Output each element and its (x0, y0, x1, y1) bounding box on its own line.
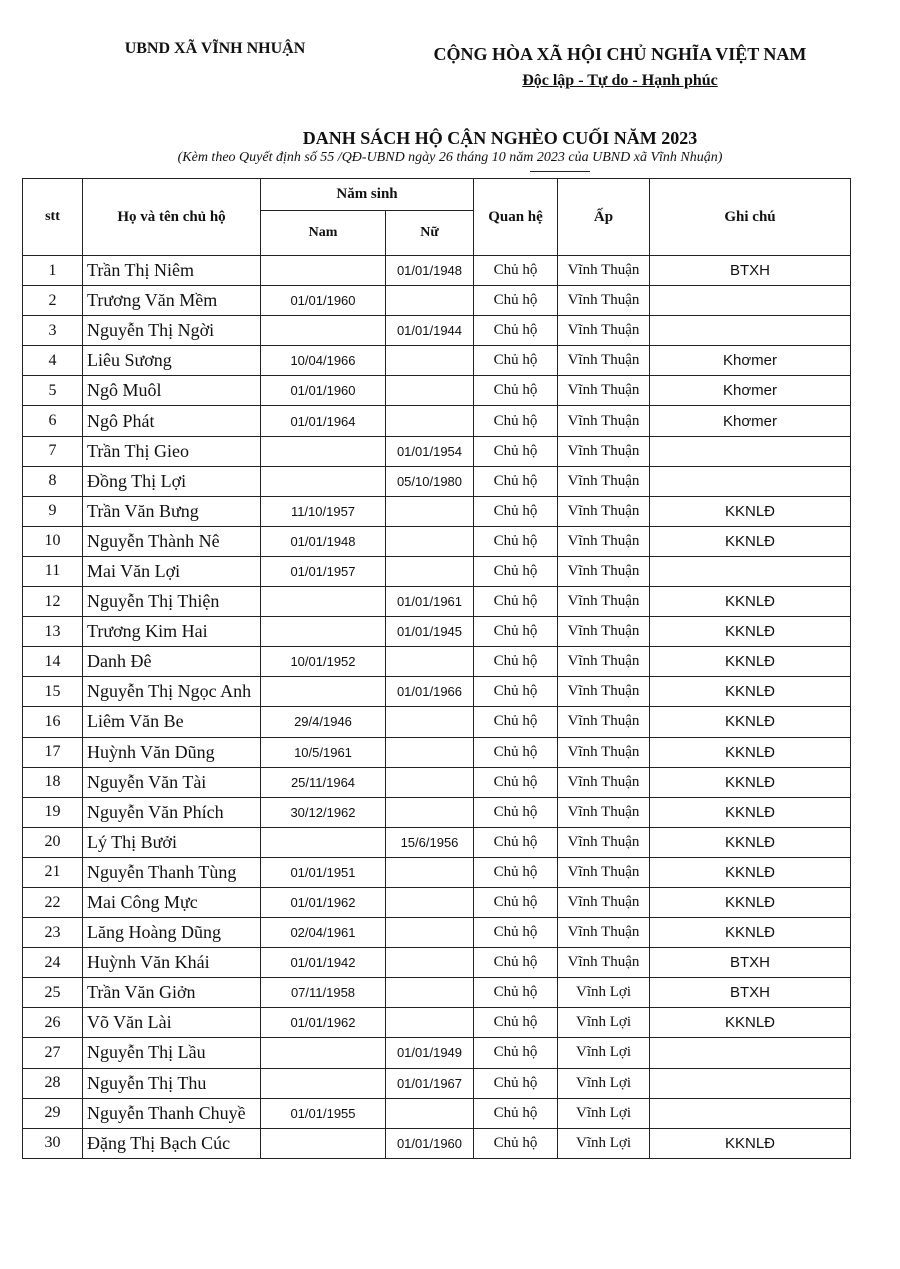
table-row (23, 797, 851, 827)
row-name: Liêu Sương (83, 346, 261, 376)
row-name: Nguyễn Thị Ngọc Anh (83, 677, 261, 707)
row-stt: 20 (23, 827, 83, 857)
row-name: Huỳnh Văn Dũng (83, 737, 261, 767)
row-hamlet: Vĩnh Thuận (558, 887, 650, 917)
table-row (23, 1008, 851, 1038)
row-relation: Chủ hộ (474, 556, 558, 586)
row-stt: 23 (23, 918, 83, 948)
row-note (650, 1098, 851, 1128)
table-row (23, 737, 851, 767)
table-row (23, 827, 851, 857)
row-relation: Chủ hộ (474, 346, 558, 376)
row-relation: Chủ hộ (474, 436, 558, 466)
row-name: Đặng Thị Bạch Cúc (83, 1128, 261, 1158)
row-birth-female (386, 948, 474, 978)
row-hamlet: Vĩnh Thuận (558, 286, 650, 316)
row-note: KKNLĐ (650, 767, 851, 797)
row-birth-female (386, 526, 474, 556)
row-note: KKNLĐ (650, 737, 851, 767)
row-hamlet: Vĩnh Lợi (558, 1128, 650, 1158)
row-hamlet: Vĩnh Thuận (558, 526, 650, 556)
row-birth-male: 01/01/1957 (261, 556, 386, 586)
row-relation: Chủ hộ (474, 466, 558, 496)
row-name: Nguyễn Thành Nê (83, 526, 261, 556)
row-birth-male (261, 1038, 386, 1068)
table-row (23, 1068, 851, 1098)
row-hamlet: Vĩnh Lợi (558, 1008, 650, 1038)
table-row (23, 496, 851, 526)
row-relation: Chủ hộ (474, 797, 558, 827)
header-birth-year: Năm sinh (261, 179, 474, 211)
row-birth-female (386, 496, 474, 526)
row-relation: Chủ hộ (474, 526, 558, 556)
row-stt: 16 (23, 707, 83, 737)
row-relation: Chủ hộ (474, 857, 558, 887)
row-name: Trương Văn Mềm (83, 286, 261, 316)
table-row (23, 436, 851, 466)
row-birth-female: 15/6/1956 (386, 827, 474, 857)
row-stt: 22 (23, 887, 83, 917)
row-relation: Chủ hộ (474, 948, 558, 978)
row-note: KKNLĐ (650, 647, 851, 677)
row-relation: Chủ hộ (474, 316, 558, 346)
row-relation: Chủ hộ (474, 677, 558, 707)
row-birth-male: 10/5/1961 (261, 737, 386, 767)
row-name: Nguyễn Văn Phích (83, 797, 261, 827)
row-birth-female: 01/01/1961 (386, 587, 474, 617)
row-relation: Chủ hộ (474, 918, 558, 948)
row-birth-female (386, 767, 474, 797)
row-hamlet: Vĩnh Thuận (558, 797, 650, 827)
row-name: Trần Thị Gieo (83, 436, 261, 466)
row-hamlet: Vĩnh Lợi (558, 978, 650, 1008)
row-birth-female (386, 737, 474, 767)
row-hamlet: Vĩnh Lợi (558, 1098, 650, 1128)
table-row (23, 707, 851, 737)
country-name: CỘNG HÒA XÃ HỘI CHỦ NGHĨA VIỆT NAM (433, 44, 807, 64)
row-stt: 15 (23, 677, 83, 707)
table-row (23, 376, 851, 406)
row-stt: 2 (23, 286, 83, 316)
header-name: Họ và tên chủ hộ (83, 179, 261, 256)
row-note: KKNLĐ (650, 1128, 851, 1158)
row-stt: 4 (23, 346, 83, 376)
row-birth-female (386, 978, 474, 1008)
row-stt: 1 (23, 256, 83, 286)
row-relation: Chủ hộ (474, 887, 558, 917)
row-birth-male (261, 436, 386, 466)
table-row (23, 978, 851, 1008)
row-note (650, 1038, 851, 1068)
row-name: Nguyễn Thị Thu (83, 1068, 261, 1098)
row-birth-male: 10/04/1966 (261, 346, 386, 376)
table-row (23, 647, 851, 677)
row-relation: Chủ hộ (474, 978, 558, 1008)
row-birth-male: 01/01/1962 (261, 887, 386, 917)
row-relation: Chủ hộ (474, 1038, 558, 1068)
row-birth-female (386, 346, 474, 376)
table-row (23, 677, 851, 707)
row-stt: 27 (23, 1038, 83, 1068)
row-name: Lăng Hoàng Dũng (83, 918, 261, 948)
table-row (23, 1038, 851, 1068)
row-stt: 19 (23, 797, 83, 827)
row-birth-female: 01/01/1967 (386, 1068, 474, 1098)
row-note: KKNLĐ (650, 1008, 851, 1038)
row-birth-male (261, 466, 386, 496)
row-birth-male: 07/11/1958 (261, 978, 386, 1008)
row-relation: Chủ hộ (474, 256, 558, 286)
table-row (23, 346, 851, 376)
row-hamlet: Vĩnh Thuận (558, 948, 650, 978)
row-hamlet: Vĩnh Lợi (558, 1068, 650, 1098)
row-note (650, 436, 851, 466)
row-birth-male (261, 1068, 386, 1098)
row-relation: Chủ hộ (474, 376, 558, 406)
row-hamlet: Vĩnh Thuận (558, 256, 650, 286)
row-hamlet: Vĩnh Thuận (558, 647, 650, 677)
table-row (23, 918, 851, 948)
motto: Độc lập - Tự do - Hạnh phúc (522, 72, 718, 89)
row-name: Nguyễn Thanh Chuyề (83, 1098, 261, 1128)
table-row (23, 256, 851, 286)
row-name: Nguyễn Văn Tài (83, 767, 261, 797)
row-name: Danh Đê (83, 647, 261, 677)
row-birth-male: 11/10/1957 (261, 496, 386, 526)
row-birth-male (261, 827, 386, 857)
row-relation: Chủ hộ (474, 406, 558, 436)
table-row (23, 1128, 851, 1158)
row-birth-female (386, 647, 474, 677)
row-birth-female (386, 1098, 474, 1128)
row-birth-female (386, 286, 474, 316)
table-row (23, 406, 851, 436)
row-birth-male: 30/12/1962 (261, 797, 386, 827)
row-birth-female: 05/10/1980 (386, 466, 474, 496)
row-note: Khơmer (650, 346, 851, 376)
row-birth-male: 01/01/1951 (261, 857, 386, 887)
row-birth-male: 01/01/1964 (261, 406, 386, 436)
row-name: Liêm Văn Be (83, 707, 261, 737)
row-stt: 26 (23, 1008, 83, 1038)
header-relation: Quan hệ (474, 179, 558, 256)
row-stt: 21 (23, 857, 83, 887)
row-name: Nguyễn Thị Thiện (83, 587, 261, 617)
row-birth-female (386, 857, 474, 887)
row-birth-male (261, 316, 386, 346)
row-name: Đồng Thị Lợi (83, 466, 261, 496)
row-note: KKNLĐ (650, 827, 851, 857)
table-row (23, 948, 851, 978)
row-name: Trần Văn Giởn (83, 978, 261, 1008)
row-name: Lý Thị Bưởi (83, 827, 261, 857)
row-birth-male: 01/01/1960 (261, 286, 386, 316)
row-birth-male: 02/04/1961 (261, 918, 386, 948)
row-hamlet: Vĩnh Thuận (558, 556, 650, 586)
row-birth-female: 01/01/1954 (386, 436, 474, 466)
row-relation: Chủ hộ (474, 707, 558, 737)
row-hamlet: Vĩnh Thuận (558, 346, 650, 376)
row-hamlet: Vĩnh Thuận (558, 436, 650, 466)
row-birth-male: 01/01/1962 (261, 1008, 386, 1038)
row-note: Khơmer (650, 406, 851, 436)
row-birth-male (261, 677, 386, 707)
header-note: Ghi chú (650, 179, 851, 256)
row-relation: Chủ hộ (474, 1098, 558, 1128)
row-hamlet: Vĩnh Thuận (558, 406, 650, 436)
row-birth-female (386, 918, 474, 948)
row-note: KKNLĐ (650, 526, 851, 556)
row-hamlet: Vĩnh Thuận (558, 677, 650, 707)
row-birth-male (261, 1128, 386, 1158)
row-birth-male (261, 256, 386, 286)
table-row (23, 526, 851, 556)
document-subtitle: (Kèm theo Quyết định số 55 /QĐ-UBND ngày 26 tháng 10 năm 2023 của UBND xã Vĩnh Nhuận) (177, 150, 723, 165)
table-row (23, 887, 851, 917)
table-row (23, 587, 851, 617)
row-stt: 9 (23, 496, 83, 526)
row-stt: 18 (23, 767, 83, 797)
row-stt: 7 (23, 436, 83, 466)
row-hamlet: Vĩnh Thuận (558, 707, 650, 737)
row-birth-male (261, 587, 386, 617)
row-hamlet: Vĩnh Thuận (558, 918, 650, 948)
subtitle-underline (530, 171, 590, 172)
row-note: KKNLĐ (650, 496, 851, 526)
row-stt: 3 (23, 316, 83, 346)
row-note: BTXH (650, 948, 851, 978)
row-note: BTXH (650, 978, 851, 1008)
row-birth-male: 01/01/1942 (261, 948, 386, 978)
row-hamlet: Vĩnh Thuận (558, 496, 650, 526)
row-hamlet: Vĩnh Lợi (558, 1038, 650, 1068)
table-row (23, 556, 851, 586)
table-row (23, 857, 851, 887)
row-name: Trương Kim Hai (83, 617, 261, 647)
row-relation: Chủ hộ (474, 1068, 558, 1098)
row-birth-female (386, 887, 474, 917)
row-note: KKNLĐ (650, 587, 851, 617)
row-name: Nguyễn Thị Ngời (83, 316, 261, 346)
row-stt: 30 (23, 1128, 83, 1158)
row-name: Mai Công Mực (83, 887, 261, 917)
row-birth-male: 25/11/1964 (261, 767, 386, 797)
row-relation: Chủ hộ (474, 1008, 558, 1038)
row-note: KKNLĐ (650, 887, 851, 917)
row-note: KKNLĐ (650, 707, 851, 737)
row-note: KKNLĐ (650, 857, 851, 887)
row-relation: Chủ hộ (474, 617, 558, 647)
org-name: UBND XÃ VĨNH NHUẬN (124, 40, 306, 57)
table-row (23, 466, 851, 496)
row-name: Nguyễn Thị Lầu (83, 1038, 261, 1068)
row-relation: Chủ hộ (474, 647, 558, 677)
table-row (23, 767, 851, 797)
household-table (22, 178, 851, 1159)
row-stt: 13 (23, 617, 83, 647)
row-birth-female (386, 1008, 474, 1038)
row-birth-female (386, 707, 474, 737)
row-stt: 28 (23, 1068, 83, 1098)
row-birth-female: 01/01/1945 (386, 617, 474, 647)
row-hamlet: Vĩnh Thuận (558, 617, 650, 647)
row-relation: Chủ hộ (474, 587, 558, 617)
row-birth-female: 01/01/1949 (386, 1038, 474, 1068)
row-birth-male (261, 617, 386, 647)
row-stt: 5 (23, 376, 83, 406)
row-stt: 17 (23, 737, 83, 767)
table-row (23, 286, 851, 316)
header-male: Nam (261, 211, 386, 256)
row-name: Ngô Muôl (83, 376, 261, 406)
row-birth-female (386, 797, 474, 827)
row-note (650, 556, 851, 586)
row-name: Võ Văn Lài (83, 1008, 261, 1038)
row-stt: 25 (23, 978, 83, 1008)
row-note: Khơmer (650, 376, 851, 406)
row-stt: 11 (23, 556, 83, 586)
row-birth-male: 01/01/1955 (261, 1098, 386, 1128)
table-body (23, 256, 851, 1159)
row-relation: Chủ hộ (474, 767, 558, 797)
row-hamlet: Vĩnh Thuận (558, 587, 650, 617)
table-row (23, 617, 851, 647)
row-note: KKNLĐ (650, 918, 851, 948)
row-note (650, 466, 851, 496)
row-name: Mai Văn Lợi (83, 556, 261, 586)
header-female: Nữ (386, 211, 474, 256)
row-birth-male: 01/01/1960 (261, 376, 386, 406)
table-row (23, 1098, 851, 1128)
row-hamlet: Vĩnh Thuận (558, 767, 650, 797)
row-relation: Chủ hộ (474, 737, 558, 767)
row-stt: 24 (23, 948, 83, 978)
row-hamlet: Vĩnh Thuận (558, 827, 650, 857)
row-note (650, 316, 851, 346)
row-note (650, 1068, 851, 1098)
row-note: KKNLĐ (650, 677, 851, 707)
row-stt: 8 (23, 466, 83, 496)
row-birth-female: 01/01/1960 (386, 1128, 474, 1158)
row-note: KKNLĐ (650, 617, 851, 647)
row-hamlet: Vĩnh Thuận (558, 857, 650, 887)
row-hamlet: Vĩnh Thuận (558, 316, 650, 346)
row-relation: Chủ hộ (474, 827, 558, 857)
row-note: BTXH (650, 256, 851, 286)
row-hamlet: Vĩnh Thuận (558, 376, 650, 406)
row-name: Nguyễn Thanh Tùng (83, 857, 261, 887)
row-note: KKNLĐ (650, 797, 851, 827)
row-name: Trần Thị Niêm (83, 256, 261, 286)
row-relation: Chủ hộ (474, 496, 558, 526)
table-row (23, 316, 851, 346)
row-birth-female (386, 406, 474, 436)
row-birth-female: 01/01/1944 (386, 316, 474, 346)
header-hamlet: Ấp (558, 179, 650, 256)
row-birth-male: 01/01/1948 (261, 526, 386, 556)
row-name: Trần Văn Bưng (83, 496, 261, 526)
row-stt: 12 (23, 587, 83, 617)
row-birth-male: 10/01/1952 (261, 647, 386, 677)
row-stt: 6 (23, 406, 83, 436)
row-name: Ngô Phát (83, 406, 261, 436)
header-stt: stt (23, 179, 83, 256)
row-stt: 14 (23, 647, 83, 677)
row-birth-female (386, 556, 474, 586)
row-relation: Chủ hộ (474, 286, 558, 316)
row-hamlet: Vĩnh Thuận (558, 737, 650, 767)
row-hamlet: Vĩnh Thuận (558, 466, 650, 496)
row-name: Huỳnh Văn Khái (83, 948, 261, 978)
row-stt: 29 (23, 1098, 83, 1128)
document-title: DANH SÁCH HỘ CẬN NGHÈO CUỐI NĂM 2023 (302, 128, 698, 148)
row-stt: 10 (23, 526, 83, 556)
row-birth-female (386, 376, 474, 406)
row-birth-male: 29/4/1946 (261, 707, 386, 737)
row-relation: Chủ hộ (474, 1128, 558, 1158)
row-birth-female: 01/01/1948 (386, 256, 474, 286)
row-note (650, 286, 851, 316)
row-birth-female: 01/01/1966 (386, 677, 474, 707)
